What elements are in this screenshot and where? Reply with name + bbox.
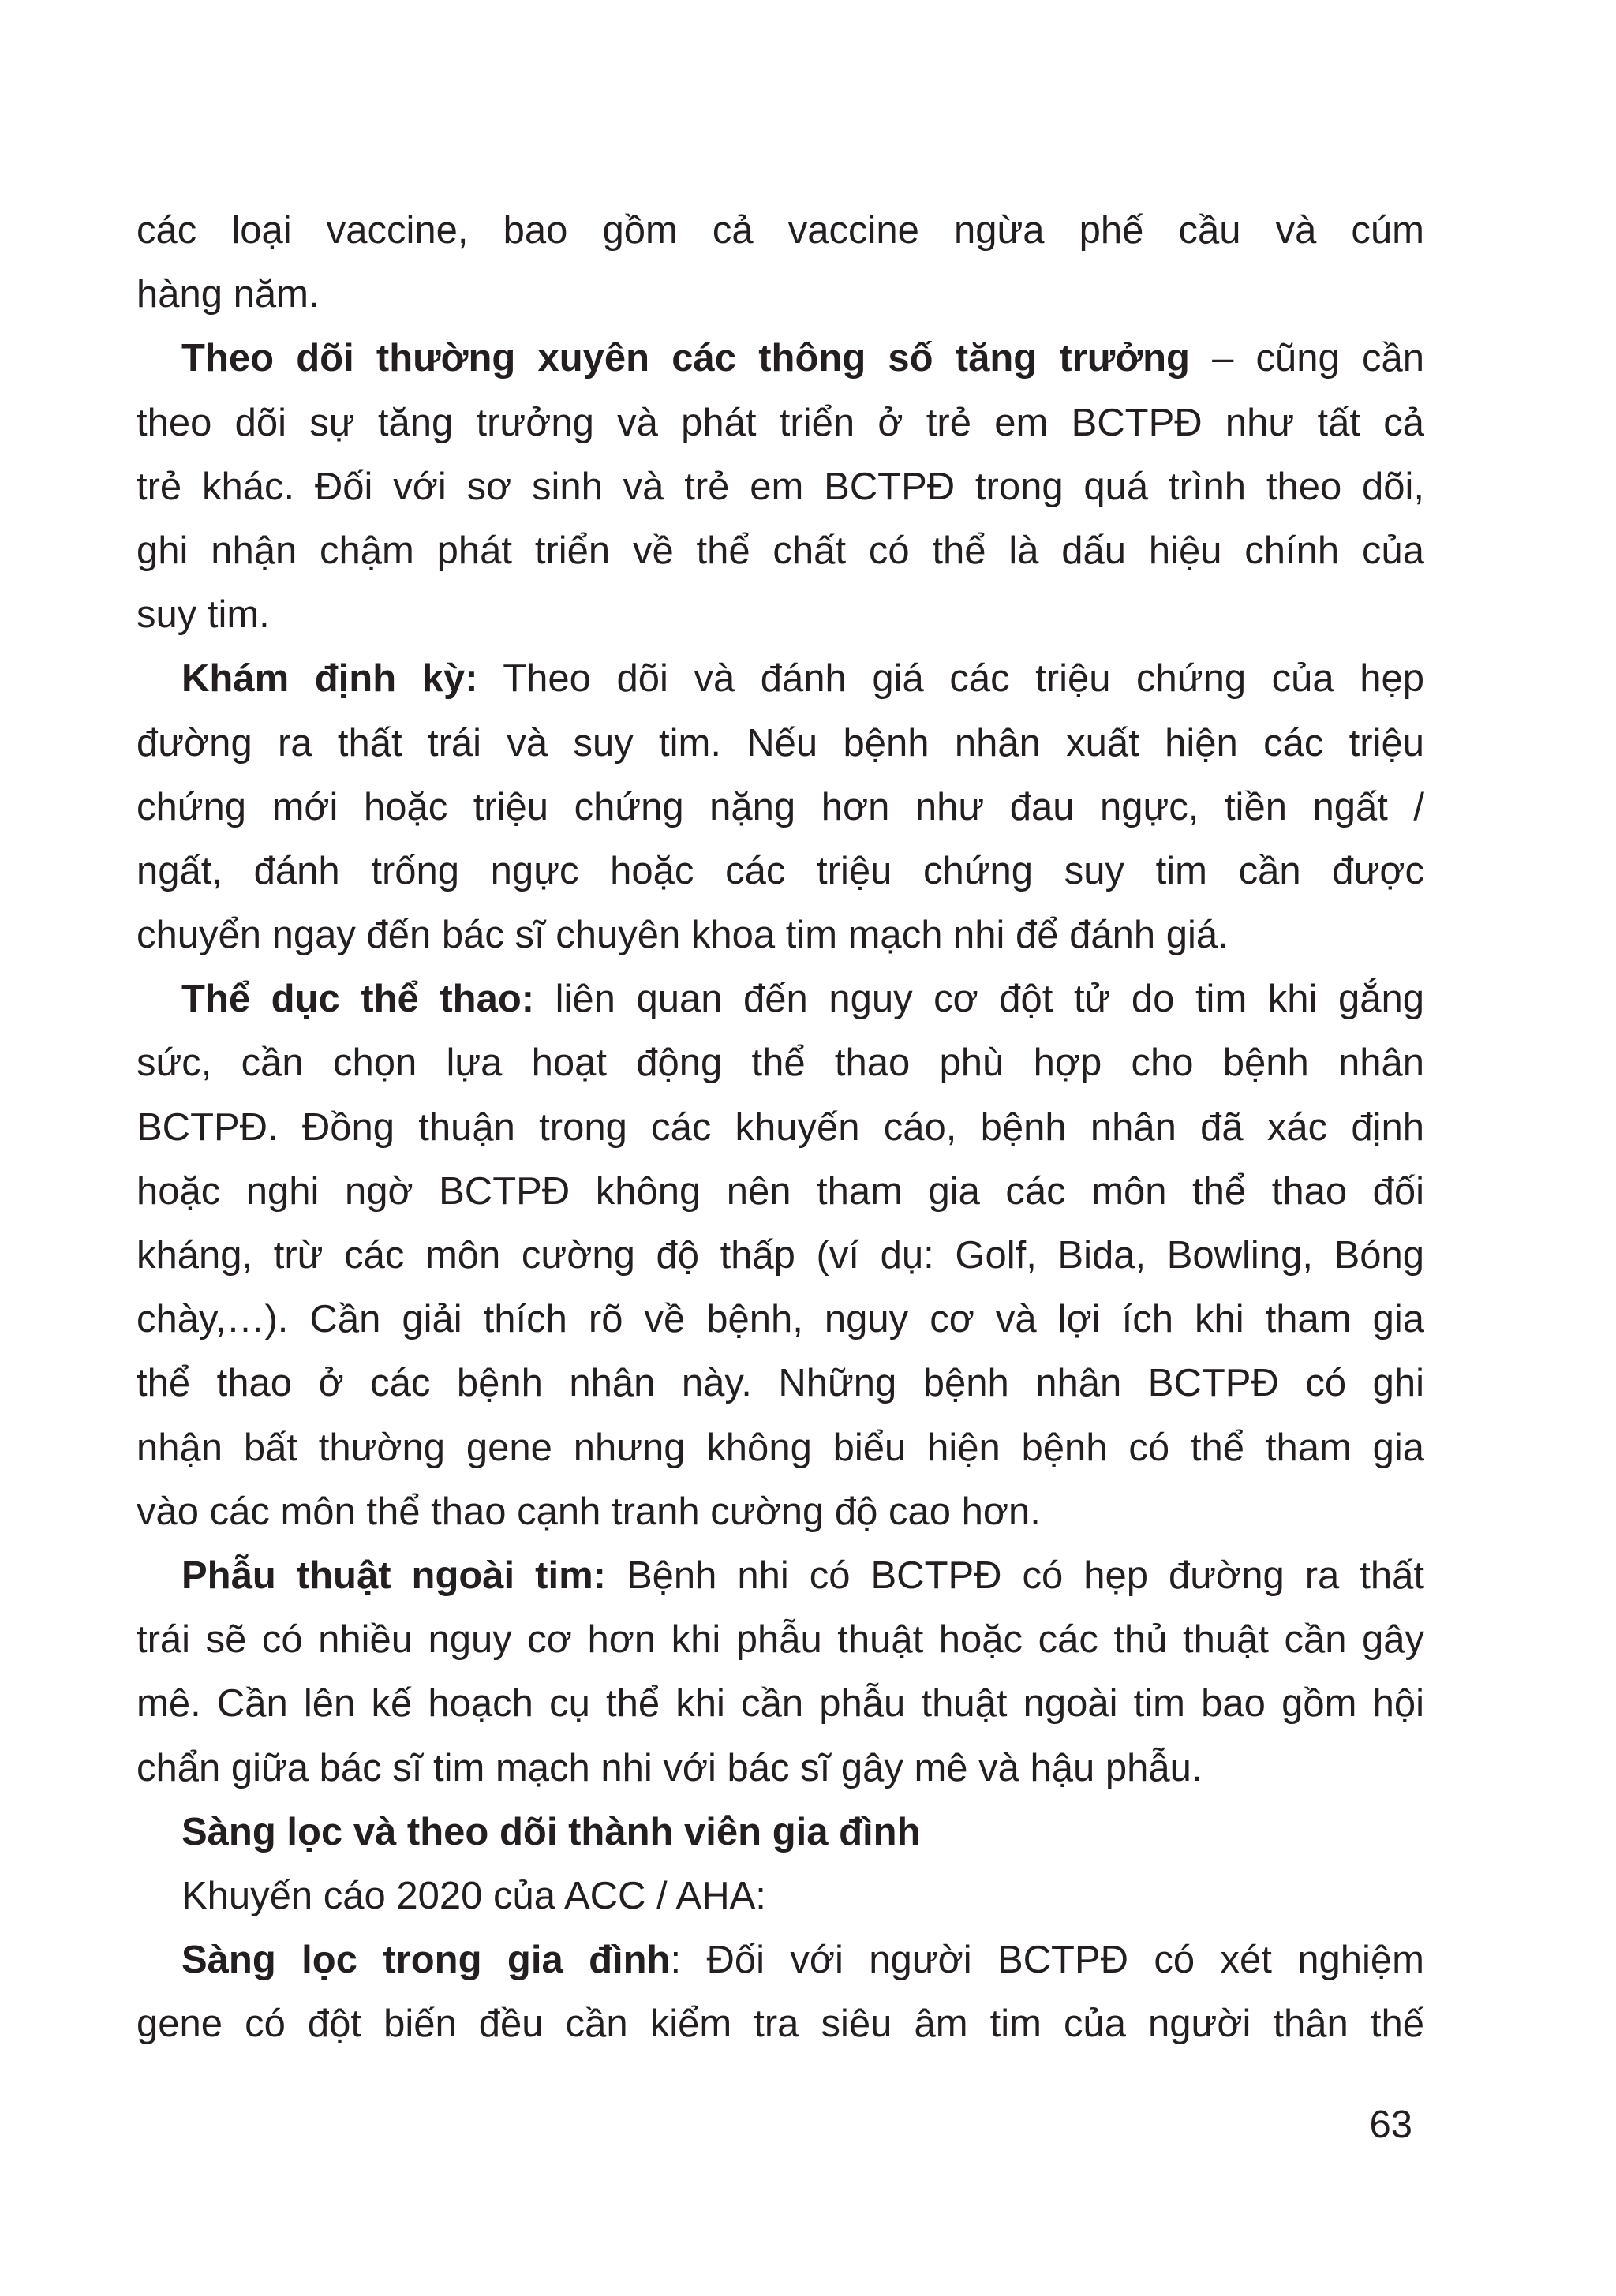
text-line bbox=[137, 1928, 1424, 1992]
text-segment: mê. Cần lên kế hoạch cụ thể khi cần phẫu thuật ngoài tim bao gồm hội bbox=[137, 1682, 1424, 1726]
text-segment: theo dõi sự tăng trưởng và phát triển ở trẻ em BCTPĐ như tất cả bbox=[137, 401, 1424, 444]
page-number: 63 bbox=[1369, 2103, 1412, 2146]
text-segment: Theo dõi và đánh giá các triệu chứng của hẹp bbox=[477, 657, 1425, 701]
bold-text-segment: Thể dục thể thao: bbox=[181, 978, 535, 1021]
text-line bbox=[137, 1096, 1424, 1160]
text-segment: chày,…). Cần giải thích rõ về bệnh, nguy cơ và lợi ích khi tham gia bbox=[137, 1298, 1424, 1341]
bold-text-segment: Phẫu thuật ngoài tim: bbox=[181, 1554, 606, 1597]
text-line bbox=[137, 1608, 1424, 1672]
text-line bbox=[137, 1352, 1424, 1415]
text-line bbox=[137, 839, 1424, 903]
text-segment: đường ra thất trái và suy tim. Nếu bệnh nhân xuất hiện các triệu bbox=[137, 721, 1424, 765]
text-segment: : Đối với người BCTPĐ có xét nghiệm bbox=[670, 1939, 1424, 1982]
text-segment: kháng, trừ các môn cường độ thấp (ví dụ: Golf, Bida, Bowling, Bóng bbox=[137, 1234, 1424, 1277]
text-segment: thể thao ở các bệnh nhân này. Những bệnh nhân BCTPĐ có ghi bbox=[137, 1362, 1424, 1405]
text-line bbox=[137, 1672, 1424, 1736]
text-line bbox=[137, 391, 1424, 455]
text-line bbox=[137, 776, 1424, 839]
text-segment: Khuyến cáo 2020 của ACC / AHA: bbox=[181, 1874, 766, 1917]
text-segment: hoặc nghi ngờ BCTPĐ không nên tham gia các môn thể thao đối bbox=[137, 1169, 1424, 1213]
bold-text-segment: Sàng lọc và theo dõi thành viên gia đình bbox=[181, 1810, 921, 1853]
text-segment: – cũng cần bbox=[1189, 337, 1424, 380]
text-line bbox=[137, 903, 1424, 967]
text-line bbox=[137, 1864, 1424, 1928]
text-segment: liên quan đến nguy cơ đột tử do tim khi gắng bbox=[534, 978, 1424, 1021]
bold-text-segment: Theo dõi thường xuyên các thông số tăng trưởng bbox=[181, 337, 1190, 380]
text-line bbox=[137, 1544, 1424, 1608]
text-segment: chuyển ngay đến bác sĩ chuyên khoa tim mạch nhi để đánh giá. bbox=[137, 914, 1229, 957]
text-segment: ghi nhận chậm phát triển về thể chất có thể là dấu hiệu chính của bbox=[137, 529, 1424, 572]
text-line bbox=[137, 1224, 1424, 1288]
text-line bbox=[137, 1160, 1424, 1224]
text-line bbox=[137, 1480, 1424, 1544]
text-segment: các loại vaccine, bao gồm cả vaccine ngừa phế cầu và cúm bbox=[137, 209, 1424, 252]
text-line bbox=[137, 1031, 1424, 1095]
text-line bbox=[137, 327, 1424, 391]
text-line bbox=[137, 263, 1424, 327]
text-line bbox=[137, 1288, 1424, 1352]
text-segment: trẻ khác. Đối với sơ sinh và trẻ em BCTPĐ trong quá trình theo dõi, bbox=[137, 465, 1424, 508]
text-line bbox=[137, 967, 1424, 1031]
text-line bbox=[137, 455, 1424, 519]
text-segment: nhận bất thường gene nhưng không biểu hiện bệnh có thể tham gia bbox=[137, 1426, 1424, 1469]
text-line bbox=[137, 1801, 1424, 1864]
text-segment: vào các môn thể thao cạnh tranh cường độ cao hơn. bbox=[137, 1490, 1041, 1533]
text-segment: chứng mới hoặc triệu chứng nặng hơn như đau ngực, tiền ngất / bbox=[137, 785, 1424, 828]
bold-text-segment: Sàng lọc trong gia đình bbox=[181, 1939, 671, 1982]
text-line bbox=[137, 647, 1424, 711]
document-body bbox=[137, 199, 1424, 2056]
text-line bbox=[137, 1992, 1424, 2056]
text-line bbox=[137, 583, 1424, 647]
text-segment: ngất, đánh trống ngực hoặc các triệu chứng suy tim cần được bbox=[137, 849, 1424, 892]
text-line bbox=[137, 1416, 1424, 1480]
text-segment: suy tim. bbox=[137, 593, 270, 637]
text-line bbox=[137, 1737, 1424, 1801]
text-segment: trái sẽ có nhiều nguy cơ hơn khi phẫu thuật hoặc các thủ thuật cần gây bbox=[137, 1618, 1424, 1662]
text-line bbox=[137, 519, 1424, 583]
text-segment: gene có đột biến đều cần kiểm tra siêu âm tim của người thân thế bbox=[137, 2002, 1424, 2046]
text-line bbox=[137, 712, 1424, 776]
text-segment: Bệnh nhi có BCTPĐ có hẹp đường ra thất bbox=[605, 1554, 1424, 1597]
text-segment: BCTPĐ. Đồng thuận trong các khuyến cáo, bệnh nhân đã xác định bbox=[137, 1105, 1424, 1149]
text-line bbox=[137, 199, 1424, 263]
text-segment: hàng năm. bbox=[137, 273, 320, 316]
text-segment: sức, cần chọn lựa hoạt động thể thao phù hợp cho bệnh nhân bbox=[137, 1041, 1424, 1085]
bold-text-segment: Khám định kỳ: bbox=[181, 657, 478, 701]
text-segment: chẩn giữa bác sĩ tim mạch nhi với bác sĩ gây mê và hậu phẫu. bbox=[137, 1746, 1203, 1789]
